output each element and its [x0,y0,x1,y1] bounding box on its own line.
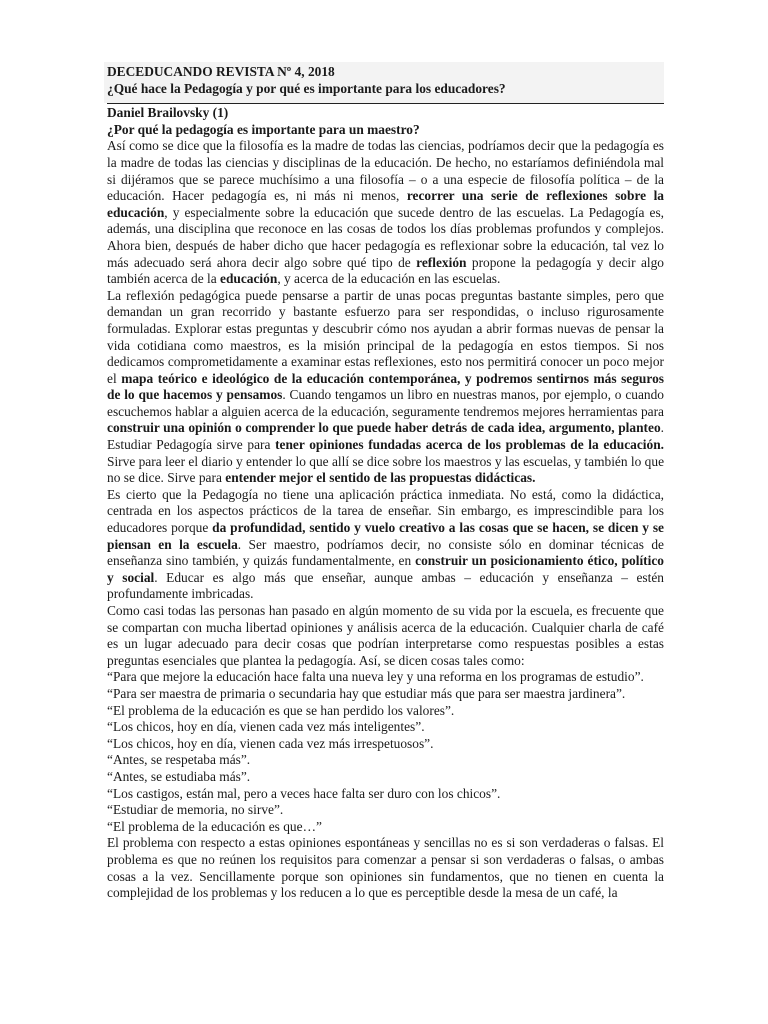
quote-item: “Antes, se estudiaba más”. [107,768,251,784]
text-run: . Educar es algo más que enseñar, aunque ambas – educación y enseñanza – estén profundamente imbricadas. [107,569,664,602]
quote-list [107,669,664,835]
quote-item: “El problema de la educación es que…” [107,818,322,834]
section-question: ¿Por qué la pedagogía es importante para un maestro? [107,121,420,137]
quote-item: “Para que mejore la educación hace falta una nueva ley y una reforma en los programas de estudio”. [107,669,644,685]
bold-phrase: recorrer una serie de reflexiones sobre la educación [107,188,665,220]
body-paragraph [107,138,664,287]
text-run: Como casi todas las personas han pasado en algún momento de su vida por la escuela, es frecuente que se compartan con mucha libertad opiniones y análisis acerca de la educación. Cualquier charla de café es un lugar adecuado para decir cosas que podrían interpretarse como respuestas posibles a estas preguntas esenciales que plantea la pedagogía. Así, se dicen cosas tales como: [107,603,664,668]
quote-item: “El problema de la educación es que se han perdido los valores”. [107,702,455,718]
bold-phrase: reflexión [416,254,467,270]
bold-phrase: construir una opinión o comprender lo que puede haber detrás de cada idea, argumento, planteo [107,420,661,436]
text-run: . Cuando tengamos un libro en nuestras manos, por ejemplo, o cuando escuchemos hablar a alguien acerca de la educación, seguramente tendremos mejores herramientas para [107,387,664,419]
text-run: . Ser maestro, podríamos decir, no consiste sólo en dominar técnicas de enseñanza sino también, y quizás fundamentalmente, en [107,536,664,569]
bold-phrase: educación [220,271,278,287]
body-paragraph [107,487,664,603]
bold-phrase: entender mejor el sentido de las propuestas didácticas. [225,470,536,486]
body-paragraph [107,603,664,669]
text-run: propone la pedagogía y decir algo también acerca de la [107,254,664,287]
document-header [104,62,664,103]
bold-phrase: mapa teórico e ideológico de la educación contemporánea, y podremos sentirnos más seguros de lo que hacemos y pensamos [107,370,664,403]
document-page [107,62,664,902]
bold-phrase: da profundidad, sentido y vuelo creativo a las cosas que se hacen, se dicen y se piensan en la escuela [107,520,664,552]
text-run: . Estudiar Pedagogía sirve para [107,420,664,453]
body-paragraphs [107,138,664,669]
quote-item: “Antes, se respetaba más”. [107,752,251,768]
text-run: La reflexión pedagógica puede pensarse a partir de unas pocas preguntas bastante simples, pero que demandan un gran recorrido y bastante esfuerzo para ser respondidas, o incluso rigurosamente formuladas. Explorar estas preguntas y descubrir cómo nos ayudan a abrir formas nuevas de pensar la vida cotidiana como maestros, es la misión principal de la pedagogía en estos tiempos. Si nos dedicamos comprometidamente a examinar estas reflexiones, esto nos permitirá conocer un poco mejor el [107,287,664,386]
closing-paragraph: El problema con respecto a estas opiniones espontáneas y sencillas no es si son verdaderas o falsas. El problema es que no reúnen los requisitos para comenzar a pensar si son verdaderas o falsas, o ambas cosas a la vez. Sencillamente porque son opiniones sin fundamentos, que no tienen en cuenta la complejidad de los problemas y los reducen a lo que es perceptible desde la mesa de un café, la [107,835,664,901]
text-run: , y acerca de la educación en las escuelas. [277,271,501,287]
bold-phrase: tener opiniones fundadas acerca de los problemas de la educación. [275,437,664,453]
text-run: Sirve para leer el diario y entender lo que allí se dice sobre los maestros y las escuelas, y también lo que no se dice. Sirve para [107,453,665,486]
text-run: Así como se dice que la filosofía es la madre de todas las ciencias, podríamos decir que la pedagogía es la madre de todas las ciencias y disciplinas de la educación. De hecho, no estaríamos definiéndola mal si dijéramos que se parece muchísimo a una filosofía – o a una especie de filosofía política – de la educación. Hacer pedagogía es, ni más ni menos, [107,138,664,204]
header-divider [107,103,664,104]
quote-item: “Para ser maestra de primaria o secundaria hay que estudiar más que para ser maestra jardinera”. [107,685,626,701]
author-name: Daniel Brailovsky (1) [107,105,229,121]
bold-phrase: construir un posicionamiento ético, político y social [107,553,664,585]
body-paragraph [107,288,664,487]
quote-item: “Los chicos, hoy en día, vienen cada vez más inteligentes”. [107,719,425,735]
quote-item: “Los castigos, están mal, pero a veces hace falta ser duro con los chicos”. [107,785,501,801]
text-run: , y especialmente sobre la educación que sucede dentro de las escuelas. La Pedagogía es, además, una disciplina que reconoce en las cosas de todos los días problemas profundos y complejos. Ahora bien, después de haber dicho que hacer pedagogía es reflexionar sobre la educación, tal vez lo más adecuado será ahora decir algo sobre qué tipo de [107,204,664,270]
quote-item: “Los chicos, hoy en día, vienen cada vez más irrespetuosos”. [107,735,434,751]
article-title: ¿Qué hace la Pedagogía y por qué es importante para los educadores? [107,80,506,96]
quote-item: “Estudiar de memoria, no sirve”. [107,802,284,818]
text-run: Es cierto que la Pedagogía no tiene una aplicación práctica inmediata. No está, como la didáctica, centrada en los aspectos prácticos de la tarea de enseñar. Sin embargo, es imprescindible para los educadores porque [107,486,664,536]
journal-title: DECEDUCANDO REVISTA Nº 4, 2018 [107,64,335,79]
